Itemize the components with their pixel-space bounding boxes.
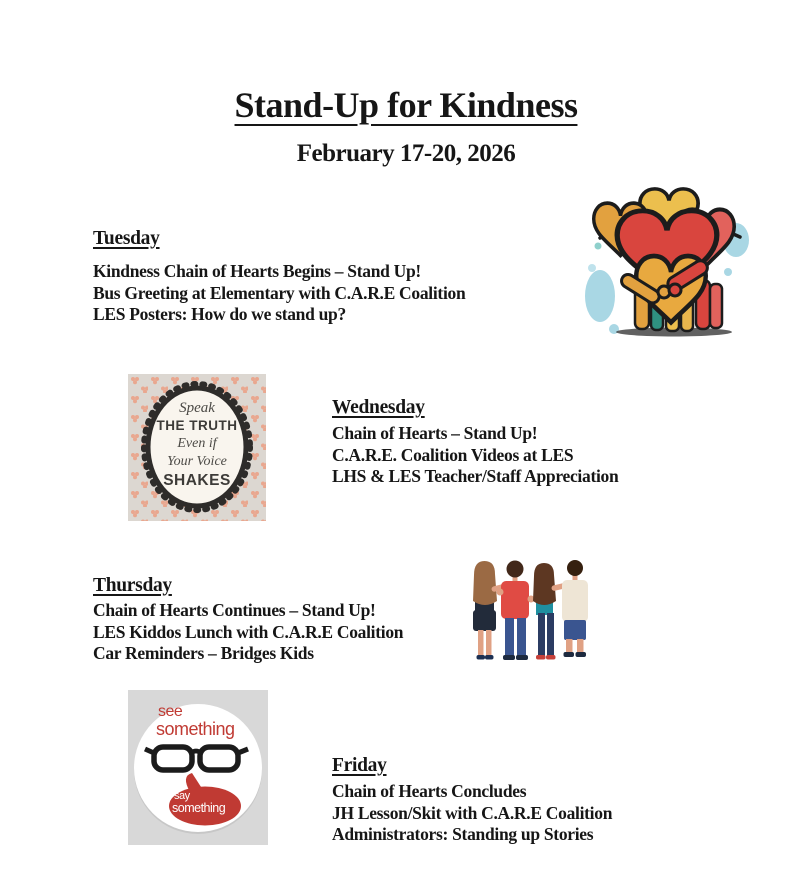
schedule-item: Chain of Hearts – Stand Up! xyxy=(332,423,538,443)
poster-line: Speak xyxy=(179,400,215,416)
sticker-background xyxy=(128,690,268,845)
schedule-item: Kindness Chain of Hearts Begins – Stand Up! xyxy=(93,261,421,281)
friends-standing-illustration xyxy=(462,556,602,672)
poster-line: Even if xyxy=(177,436,217,451)
schedule-item: Administrators: Standing up Stories xyxy=(332,824,594,844)
poster-line: SHAKES xyxy=(163,472,231,489)
poster-line: Your Voice xyxy=(167,454,227,469)
friends-icon xyxy=(462,556,602,672)
wednesday-section xyxy=(332,397,618,488)
schedule-item: Car Reminders – Bridges Kids xyxy=(93,643,314,663)
schedule-item: LHS & LES Teacher/Staff Appreciation xyxy=(332,466,619,486)
schedule-item: Bus Greeting at Elementary with C.A.R.E Coalition xyxy=(93,282,466,303)
hearts-hug-icon xyxy=(578,180,758,345)
sticker-line: something xyxy=(156,719,235,739)
schedule-item: LES Posters: How do we stand up? xyxy=(93,304,346,324)
speak-truth-poster xyxy=(128,374,266,521)
day-heading-friday: Friday xyxy=(332,755,387,776)
hugging-hearts-illustration xyxy=(578,180,758,345)
see-something-sticker xyxy=(128,690,268,845)
day-heading-thursday: Thursday xyxy=(93,575,172,596)
schedule-item: C.A.R.E. Coalition Videos at LES xyxy=(332,444,574,465)
friday-section xyxy=(332,755,612,846)
sticker-line: see xyxy=(158,703,183,720)
poster-line: THE TRUTH xyxy=(156,418,238,433)
day-heading-tuesday: Tuesday xyxy=(93,228,160,249)
thursday-section xyxy=(93,575,403,665)
page-title: Stand-Up for Kindness xyxy=(234,85,578,125)
sticker-bubble-line: say xyxy=(174,790,190,802)
tuesday-section xyxy=(93,228,465,326)
schedule-item: Chain of Hearts Continues – Stand Up! xyxy=(93,600,376,620)
date-range: February 17-20, 2026 xyxy=(296,140,516,167)
day-heading-wednesday: Wednesday xyxy=(332,397,425,418)
schedule-item: JH Lesson/Skit with C.A.R.E Coalition xyxy=(332,802,613,823)
sticker-bubble-line: something xyxy=(172,801,226,815)
schedule-item: Chain of Hearts Concludes xyxy=(332,781,527,801)
schedule-item: LES Kiddos Lunch with C.A.R.E Coalition xyxy=(93,621,404,642)
